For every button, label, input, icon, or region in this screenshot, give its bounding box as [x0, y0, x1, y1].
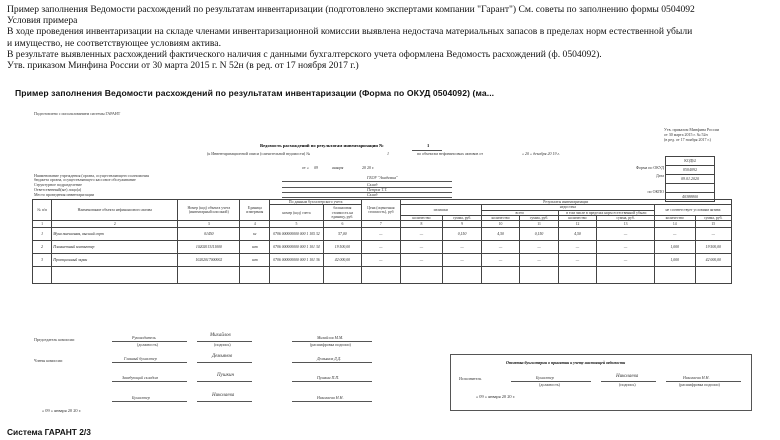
org-value: Склад: [367, 182, 378, 187]
table-cell: —: [695, 228, 731, 241]
header-cell: Номер (код) объекта учета (инвентарный или иной): [178, 200, 240, 221]
handwritten-signature: Николаева: [212, 393, 235, 398]
header-cell: сумма, руб.: [520, 215, 558, 220]
column-number: 1: [33, 221, 52, 228]
date-prefix: от «: [302, 165, 309, 170]
table-cell: 10202017000002: [178, 254, 240, 267]
table-cell: —: [481, 241, 519, 254]
header-cell: количество: [654, 215, 695, 220]
column-number: 8: [400, 221, 443, 228]
chairman-label: Председатель комиссии: [34, 337, 75, 342]
sig-name: Пушкин П.П.: [317, 375, 340, 380]
approval-line: от 30 марта 2015 г. № 52н: [664, 132, 708, 137]
header-cell: По данным бухгалтерского учета: [270, 200, 362, 205]
table-cell: 0,150: [520, 228, 558, 241]
header-cell: количество: [558, 215, 596, 220]
code-cell: КОДЫ: [666, 157, 714, 166]
discrepancy-table: [32, 199, 732, 284]
table-cell: —: [481, 254, 519, 267]
header-cell: излишки: [400, 205, 481, 216]
code-labels: [604, 156, 664, 196]
codes-box: [665, 156, 715, 202]
table-row: [33, 228, 732, 241]
column-number: 12: [558, 221, 596, 228]
caption: (должность): [539, 382, 560, 387]
table-cell: 4,50: [481, 228, 519, 241]
example-subtitle: Пример заполнения Ведомости расхождений по результатам инвентаризации (Форма по ОКУД 0504092) (ма...: [15, 88, 495, 98]
header-cell: сумма, руб.: [443, 215, 481, 220]
table-cell: —: [400, 228, 443, 241]
handwritten-signature: Демьянов: [212, 354, 233, 359]
table-cell: Планшетный компьютер: [52, 241, 178, 254]
statement-ref: (к Инвентаризационной описи (сличительной ведомости) №: [207, 151, 311, 156]
scanned-form: [32, 106, 764, 424]
intro-line: В результате выявленных расхождений фактического наличия с данными бухгалтерского учета оформлена Ведомость расхождений (ф. 0504092).: [7, 48, 602, 60]
table-cell: —: [520, 254, 558, 267]
sig-position: Руководитель: [132, 335, 156, 340]
date-label: Дата: [656, 173, 664, 178]
org-label: Ответственный(ые) лицо(а): [34, 187, 82, 192]
accounting-box-title: Отметка бухгалтерии о принятии к учету настоящей ведомости: [506, 360, 626, 365]
sig-name: Демьянов Д.Д.: [317, 356, 342, 361]
table-cell: 42 000,00: [695, 254, 731, 267]
sig-position: Заведующий складом: [122, 375, 158, 380]
table-cell: 0,150: [443, 228, 481, 241]
column-number-row: [33, 221, 732, 228]
table-cell: —: [400, 254, 443, 267]
column-number: 4: [240, 221, 270, 228]
members-label: Члены комиссии: [34, 358, 63, 363]
table-cell: —: [362, 254, 400, 267]
caption: (подпись): [214, 342, 231, 347]
table-cell: 1,000: [654, 254, 695, 267]
date-day: 09: [314, 165, 318, 170]
header-cell: Цена (оценочная стоимость), руб: [362, 200, 400, 221]
caption: (подпись): [619, 382, 636, 387]
table-cell: —: [400, 241, 443, 254]
column-number: 13: [597, 221, 655, 228]
column-number: 2: [52, 221, 178, 228]
okpo-label: по ОКПО: [647, 189, 664, 194]
org-value: ГБОУ "Академия": [367, 175, 398, 180]
form-title: Ведомость расхождений по результатам инвентаризации №: [260, 143, 384, 148]
header-cell: в том числе в пределах норм естественной убыли: [558, 210, 654, 215]
table-cell: 3: [33, 254, 52, 267]
table-cell: —: [597, 241, 655, 254]
intro-line: Условия примера: [7, 15, 78, 27]
caption: (должность): [137, 342, 158, 347]
intro-text: [7, 4, 777, 71]
table-cell: шт: [240, 254, 270, 267]
org-label: Структурное подразделение: [34, 182, 82, 187]
column-number: 5: [270, 221, 323, 228]
table-cell: 1: [33, 228, 52, 241]
table-cell: —: [654, 228, 695, 241]
sig-position: Главный бухгалтер: [124, 356, 157, 361]
intro-line: В ходе проведения инвентаризации на складе членами инвентаризационной комиссии выявлена недостача материальных запасов в пределах норм естественной убыли: [7, 26, 693, 38]
table-cell: 1,000: [654, 241, 695, 254]
table-cell: 01450: [178, 228, 240, 241]
executor-name: Николаева Н.Н.: [683, 375, 710, 380]
table-cell: —: [558, 241, 596, 254]
table-cell: 0706 000000000 000 1 101 34: [270, 241, 323, 254]
assets-text: по объектам нефинансовых активов от: [417, 151, 484, 156]
code-cell: 09.01.2020: [666, 175, 714, 184]
table-cell: шт: [240, 241, 270, 254]
handwritten-signature: Пушкин: [217, 373, 234, 378]
caption: (расшифровка подписи): [679, 382, 720, 387]
table-cell: Проекционный экран: [52, 254, 178, 267]
intro-line: и имущество, не соответствующее условиям актива.: [7, 37, 221, 49]
signature-date: « 09 » января 20 20 г.: [42, 408, 82, 413]
caption: (расшифровка подписи): [310, 342, 351, 347]
header-cell: Единица измерения: [240, 200, 270, 221]
executor-position: Бухгалтер: [536, 375, 554, 380]
column-number: 3: [178, 221, 240, 228]
sig-name: Николаева Н.Н.: [317, 395, 344, 400]
intro-line: Пример заполнения Ведомости расхождений по результатам инвентаризации (подготовлено экспертами компании "Гарант") См. советы по заполнению формы 0504092: [7, 4, 695, 15]
table-cell: 2: [33, 241, 52, 254]
header-cell: сумма, руб.: [597, 215, 655, 220]
column-number: 9: [443, 221, 481, 228]
table-cell: —: [362, 228, 400, 241]
table-cell: —: [558, 254, 596, 267]
handwritten-signature: Николаева: [616, 374, 639, 379]
header-cell: сумма, руб.: [695, 215, 731, 220]
column-number: 11: [520, 221, 558, 228]
date-month: января: [332, 165, 344, 170]
table-row: [33, 254, 732, 267]
source-note: Подготовлено с использованием системы ГАРАНТ: [34, 111, 121, 116]
form-title-number: 1: [427, 143, 430, 148]
table-cell: 42 000,00: [323, 254, 361, 267]
org-label: Наименование учреждения (органа, осуществляющего полномочия: [34, 173, 149, 178]
column-number: 15: [695, 221, 731, 228]
table-cell: —: [597, 254, 655, 267]
table-cell: —: [520, 241, 558, 254]
column-number: 14: [654, 221, 695, 228]
accounting-note-box: [450, 354, 752, 411]
header-cell: номер (код) счета: [270, 205, 323, 221]
table-cell: —: [443, 241, 481, 254]
column-number: 6: [323, 221, 361, 228]
header-cell: количество: [481, 215, 519, 220]
org-label: Место проведения инвентаризации: [34, 192, 95, 197]
header-cell: количество: [400, 215, 443, 220]
header-cell: Наименование объекта нефинансового актива: [52, 200, 178, 221]
assets-date: « 20 » декабря 20 19 г.: [522, 151, 560, 156]
table-row: [33, 241, 732, 254]
accounting-date: « 09 » января 20 20 г.: [476, 394, 516, 399]
approval-line: Утв. приказом Минфина России: [664, 127, 719, 132]
table-cell: —: [443, 254, 481, 267]
code-cell: [666, 184, 714, 193]
header-cell: недостача: [481, 205, 654, 210]
table-cell: 0706 000000000 000 1 105 32: [270, 228, 323, 241]
statement-ref-number: 1: [387, 151, 389, 156]
header-cell: всего: [481, 210, 558, 215]
code-cell: 0504092: [666, 166, 714, 175]
date-year: 20 20 г.: [362, 165, 375, 170]
table-cell: Мука пшеничная, высший сорт: [52, 228, 178, 241]
approval-line: (в ред. от 17 ноября 2017 г.): [664, 137, 711, 142]
column-number: 7: [362, 221, 400, 228]
footer-page-indicator: Система ГАРАНТ 2/3: [7, 427, 91, 437]
table-cell: —: [362, 241, 400, 254]
org-label: бюджета органа, осуществляющего кассовое обслуживание: [34, 177, 136, 182]
sig-name: Михайлов М.М.: [317, 335, 344, 340]
header-cell: Результаты инвентаризации: [400, 200, 731, 205]
org-value: Склад: [367, 192, 378, 197]
sig-position: Бухгалтер: [132, 395, 150, 400]
table-cell: 0706 000000000 000 1 101 36: [270, 254, 323, 267]
table-row: [33, 267, 732, 284]
executor-label: Исполнитель: [459, 376, 482, 381]
intro-line: Утв. приказом Минфина России от 30 марта 2015 г. N 52н (в ред. от 17 ноября 2017 г.): [7, 60, 359, 72]
table-cell: кг: [240, 228, 270, 241]
org-value: Петров Т.Т.: [367, 187, 388, 192]
column-number: 10: [481, 221, 519, 228]
header-cell: балансовая стоимость на единицу, руб.: [323, 205, 361, 221]
table-cell: 4,50: [558, 228, 596, 241]
okud-label: Форма по ОКУД: [635, 165, 664, 170]
table-cell: 57,00: [323, 228, 361, 241]
handwritten-signature: Михайлов: [210, 333, 231, 338]
header-cell: не соответствует условиям актива: [654, 205, 731, 216]
table-cell: 19 500,00: [323, 241, 361, 254]
header-cell: № п/п: [33, 200, 52, 221]
table-cell: —: [597, 228, 655, 241]
table-cell: 10202013111000: [178, 241, 240, 254]
code-cell: 40388800: [682, 194, 698, 199]
table-cell: 19 500,00: [695, 241, 731, 254]
